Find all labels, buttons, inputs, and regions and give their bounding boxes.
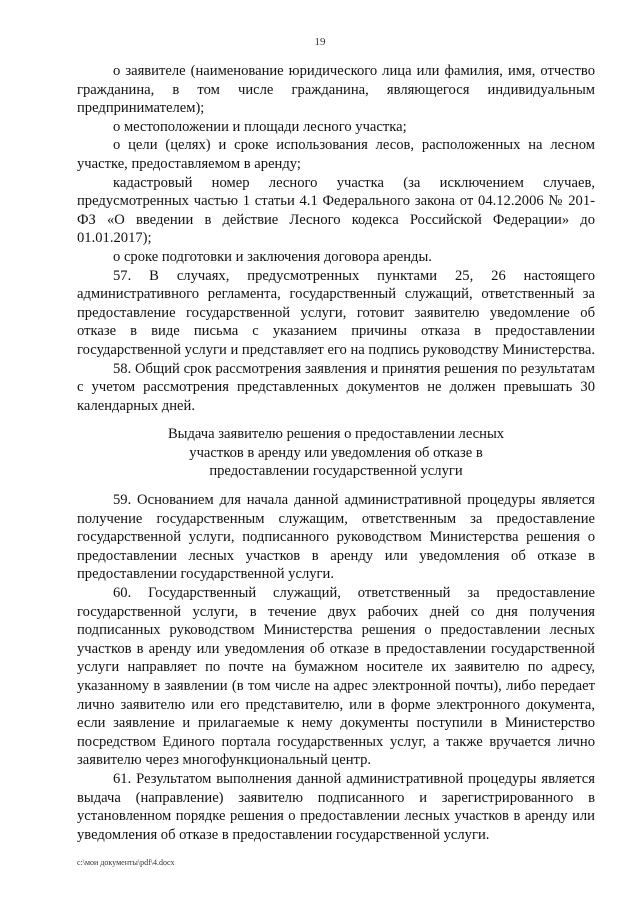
paragraph-60: 60. Государственный служащий, ответственный за предоставление государственной услуги, в течение двух рабочих дней со дня получения подписанных руководством Министерства решения о предоставлении лесных участков в аренду или уведомления об отказе в предоставлении государственной услуги направляет по почте на бумажном носителе их заявителю по адресу, указанному в заявлении (в том числе на адрес электронной почты), либо передает лично заявителю или его представителю, или в форме электронного документа, если заявление и прилагаемые к нему документы поступили в Министерство посредством Единого портала государственных услуг, а также вручается лично заявителю через многофункциональный центр. [77,585,595,769]
paragraph-59: 59. Основанием для начала данной административной процедуры является получение государственным служащим, ответственным за предоставление государственной услуги, подписанного руководством Министерства решения о предоставлении лесных участков в аренду или уведомления об отказе в предоставлении государственной услуги. [77,492,595,583]
paragraph-location: о местоположении и площади лесного участка; [113,118,407,135]
paragraph-term: о сроке подготовки и заключения договора аренды. [113,248,432,265]
section-heading: Выдача заявителю решения о предоставлении лесных участков в аренду или уведомления об отказе в предоставлении государственной услуги [167,426,505,480]
paragraph-applicant: о заявителе (наименование юридического лица или фамилия, имя, отчество гражданина, в том числе гражданина, являющегося индивидуальным предпринимателем); [77,63,595,117]
paragraph-57: 57. В случаях, предусмотренных пунктами 25, 26 настоящего административного регламента, государственный служащий, ответственный за предоставление государственной услуги, готовит заявителю уведомление об отказе в виде письма с указанием причины отказа в предоставлении государственной услуги и представляет его на подпись руководству Министерства. [77,267,595,358]
page-number: 19 [314,36,326,48]
document-body [77,62,595,844]
paragraph-61: 61. Результатом выполнения данной административной процедуры является выдача (направление) заявителю подписанного и зарегистрированного в установленном порядке решения о предоставлении лесных участков в аренду или уведомления об отказе в предоставлении государственной услуги. [77,770,595,843]
paragraph-purpose: о цели (целях) и сроке использования лесов, расположенных на лесном участке, предоставляемом в аренду; [77,137,595,172]
footer-file-path: c:\мои документы\pdf\4.docx [77,858,175,867]
paragraph-cadastral: кадастровый номер лесного участка (за исключением случаев, предусмотренных частью 1 статьи 4.1 Федерального закона от 04.12.2006 № 201-ФЗ «О введении в действие Лесного кодекса Российской Федерации» до 01.01.2017); [77,174,595,247]
paragraph-58: 58. Общий срок рассмотрения заявления и принятия решения по результатам с учетом рассмотрения представленных документов не должен превышать 30 календарных дней. [77,360,595,414]
